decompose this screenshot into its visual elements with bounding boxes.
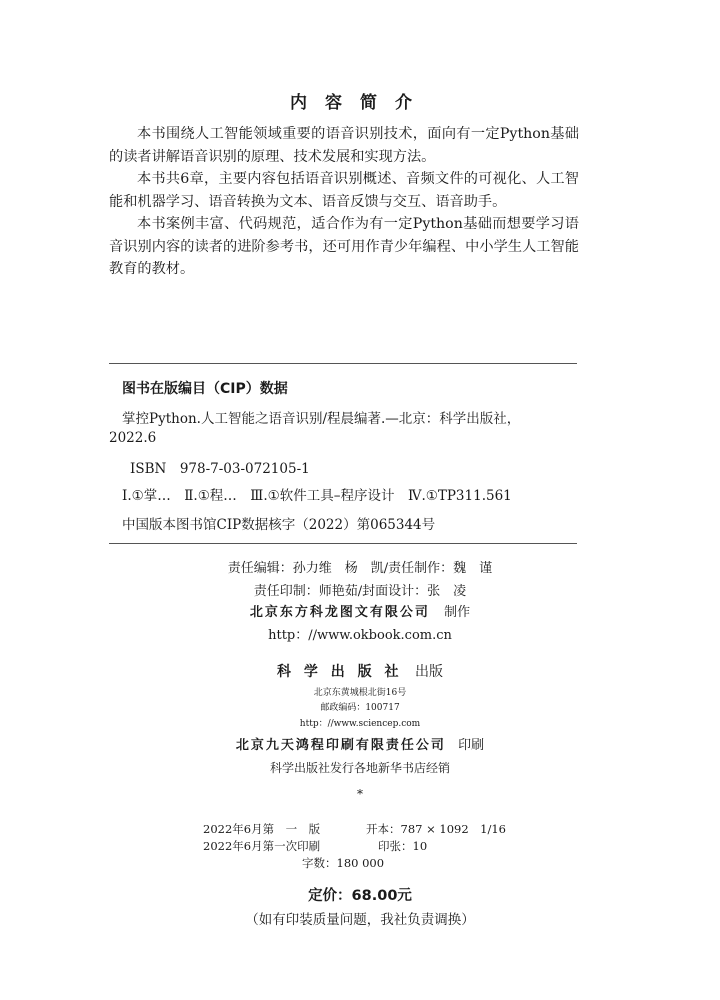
publisher-name: 科 学 出 版 社 [277, 664, 403, 680]
separator-star: * [357, 787, 363, 801]
cip-record: 中国版本图书馆CIP数据核字（2022）第065344号 [122, 517, 436, 533]
publisher-line [0, 661, 720, 681]
spec-words: 字数：180 000 [302, 856, 385, 870]
cip-isbn: ISBN 978-7-03-072105-1 [130, 461, 310, 477]
spec-sheets: 印张：10 [378, 839, 428, 853]
printer-line [0, 734, 720, 753]
producer-name: 北京东方科龙图文有限公司 [249, 605, 430, 620]
price: 定价：68.00元 [308, 888, 412, 904]
cip-classification: Ⅰ.①掌… Ⅱ.①程… Ⅲ.①软件工具–程序设计 Ⅳ.①TP311.561 [122, 488, 512, 504]
publisher-address: 北京东黄城根北街16号 [313, 688, 407, 698]
credits-producer [0, 601, 720, 620]
divider-bottom [109, 543, 577, 544]
summary-paragraph-2: 本书共6章，主要内容包括语音识别概述、音频文件的可视化、人工智能和机器学习、语音转换为文本、语音反馈与交互、语音助手。 [109, 171, 579, 210]
credits-editors: 责任编辑：孙力维 杨 凯/责任制作：魏 谨 [227, 561, 493, 576]
spec-format: 开本：787 × 1092 1/16 [366, 822, 506, 836]
producer-role: 制作 [444, 605, 471, 620]
distribution: 科学出版社发行各地新华书店经销 [269, 761, 450, 775]
spec-edition: 2022年6月第 一 版 [203, 822, 321, 836]
spec-printing: 2022年6月第一次印刷 [203, 839, 321, 853]
publisher-url: http：//www.sciencep.com [299, 719, 421, 729]
summary-title: 内容简介 [290, 93, 430, 113]
summary-paragraph-1: 本书围绕人工智能领域重要的语音识别技术，面向有一定Python基础的读者讲解语音识别的原理、技术发展和实现方法。 [109, 126, 579, 165]
cip-line-2: 2022.6 [109, 430, 157, 446]
divider-top [109, 363, 577, 364]
publisher-role: 出版 [414, 664, 443, 680]
summary-paragraph-3: 本书案例丰富、代码规范，适合作为有一定Python基础而想要学习语音识别内容的读者的进阶参考书，还可用作青少年编程、中小学生人工智能教育的教材。 [109, 216, 579, 277]
quality-note: （如有印装质量问题，我社负责调换） [245, 912, 475, 928]
publisher-postcode: 邮政编码：100717 [320, 703, 400, 713]
printer-role: 印刷 [458, 738, 485, 753]
cip-heading: 图书在版编目（CIP）数据 [122, 381, 288, 397]
producer-url: http：//www.okbook.com.cn [268, 628, 452, 643]
credits-printing-cover: 责任印制：师艳茹/封面设计：张 凌 [253, 584, 467, 599]
printer-name: 北京九天鸿程印刷有限责任公司 [235, 738, 446, 753]
cip-line-1: 掌控Python.人工智能之语音识别/程晨编著.—北京：科学出版社， [122, 411, 521, 427]
